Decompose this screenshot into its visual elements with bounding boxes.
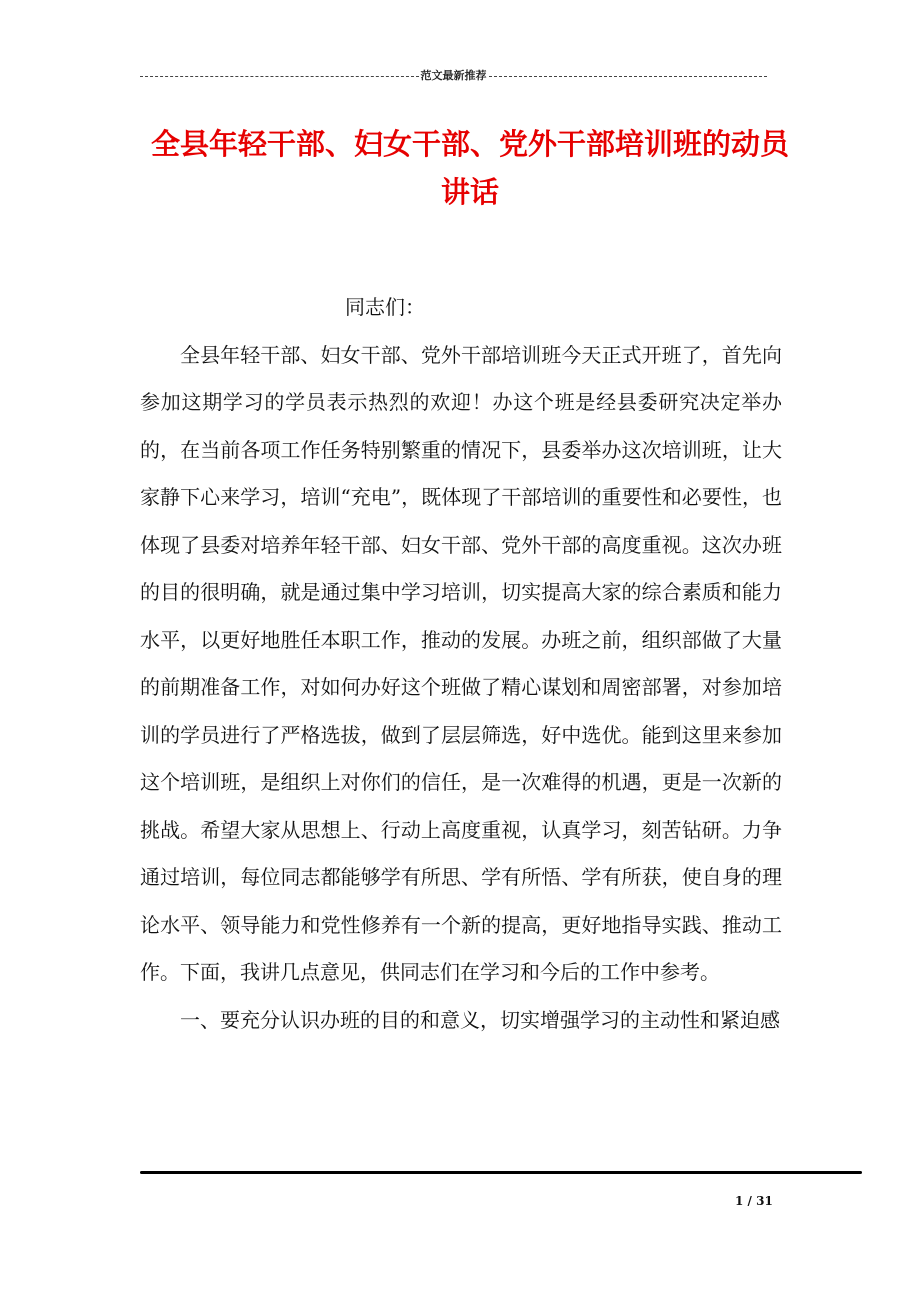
header-dash-left [140, 66, 419, 77]
document-title: 全县年轻干部、妇女干部、党外干部培训班的动员讲话 [150, 127, 789, 209]
header-dash-right [489, 66, 768, 77]
page-number: 1 / 31 [735, 1194, 773, 1208]
salutation: 同志们： [345, 295, 425, 319]
section-heading-1: 一、要充分认识办班的目的和意义，切实增强学习的主动性和紧迫感 [180, 1007, 780, 1032]
paragraph-1: 全县年轻干部、妇女干部、党外干部培训班今天正式开班了，首先向参加这期学习的学员表示热烈的欢迎！办这个班是经县委研究决定举办的，在当前各项工作任务特别繁重的情况下，县委举办这次培训班，让大家静下心来学习，培训“充电”，既体现了干部培训的重要性和必要性，也体现了县委对培养年轻干部、妇女干部、党外干部的高度重视。这次办班的目的很明确，就是通过集中学习培训，切实提高大家的综合素质和能力水平，以更好地胜任本职工作，推动的发展。办班之前，组织部做了大量的前期准备工作，对如何办好这个班做了精心谋划和周密部署，对参加培训的学员进行了严格选拔，做到了层层筛选，好中选优。能到这里来参加这个培训班，是组织上对你们的信任，是一次难得的机遇，更是一次新的挑战。希望大家从思想上、行动上高度重视，认真学习，刻苦钻研。力争通过培训，每位同志都能够学有所思、学有所悟、学有所获，使自身的理论水平、领导能力和党性修养有一个新的提高，更好地指导实践、推动工作。下面，我讲几点意见，供同志们在学习和今后的工作中参考。 [140, 342, 782, 984]
header-label: 范文最新推荐 [420, 69, 487, 82]
page-header [140, 66, 767, 86]
document-body [140, 284, 782, 1044]
footer-divider [140, 1171, 862, 1174]
